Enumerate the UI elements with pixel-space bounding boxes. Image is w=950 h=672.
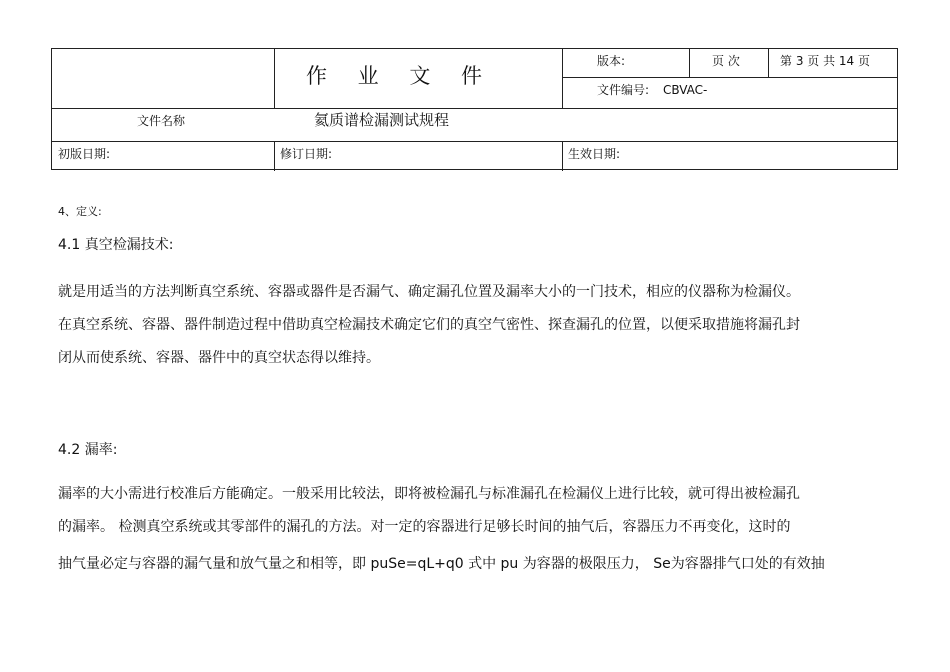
section-4-2-line-2: 的漏率。 检测真空系统或其零部件的漏孔的方法。对一定的容器进行足够长时间的抽气后，容器压力不再变化，这时的 (58, 519, 791, 535)
header-divider-col2b (562, 141, 563, 171)
effective-date-label: 生效日期: (568, 147, 621, 161)
header-divider-col2 (562, 49, 563, 108)
header-divider-row3 (52, 141, 898, 142)
document-title: 作 业 文 件 (306, 64, 495, 88)
header-divider-col3 (689, 49, 690, 77)
header-divider-row1 (562, 77, 898, 78)
document-header-table (51, 48, 898, 170)
section-4-1-heading: 4.1 真空检漏技术: (58, 237, 174, 253)
section-4-1-paragraph-2-line-1: 在真空系统、容器、器件制造过程中借助真空检漏技术确定它们的真空气密性、探查漏孔的位置，以便采取措施将漏孔封 (58, 317, 800, 333)
doc-number-label: 文件编号: (597, 83, 650, 97)
doc-name-label: 文件名称 (137, 114, 186, 128)
header-divider-row2 (52, 108, 898, 109)
page-label: 页 次 (712, 54, 740, 68)
header-divider-col1 (274, 49, 275, 108)
revision-date-label: 修订日期: (280, 147, 333, 161)
section-4-2-line-3: 抽气量必定与容器的漏气量和放气量之和相等，即 puSe=qL+q0 式中 pu 为容器的极限压力， Se为容器排气口处的有效抽 (58, 556, 825, 572)
version-label: 版本: (597, 54, 626, 68)
doc-name: 氦质谱检漏测试规程 (314, 111, 450, 129)
header-divider-col4 (768, 49, 769, 77)
section-4-1-paragraph-1: 就是用适当的方法判断真空系统、容器或器件是否漏气、确定漏孔位置及漏率大小的一门技术，相应的仪器称为检漏仪。 (58, 284, 800, 300)
header-divider-col1b (274, 141, 275, 171)
section-4-2-heading: 4.2 漏率: (58, 442, 118, 458)
page-info: 第 3 页 共 14 页 (780, 54, 870, 68)
doc-number-value: CBVAC- (663, 83, 708, 97)
section-4-heading: 4、定义: (58, 205, 102, 218)
first-date-label: 初版日期: (58, 147, 111, 161)
section-4-1-paragraph-2-line-2: 闭从而使系统、容器、器件中的真空状态得以维持。 (58, 350, 380, 366)
section-4-2-line-1: 漏率的大小需进行校准后方能确定。一般采用比较法，即将被检漏孔与标准漏孔在检漏仪上进行比较，就可得出被检漏孔 (58, 486, 800, 502)
